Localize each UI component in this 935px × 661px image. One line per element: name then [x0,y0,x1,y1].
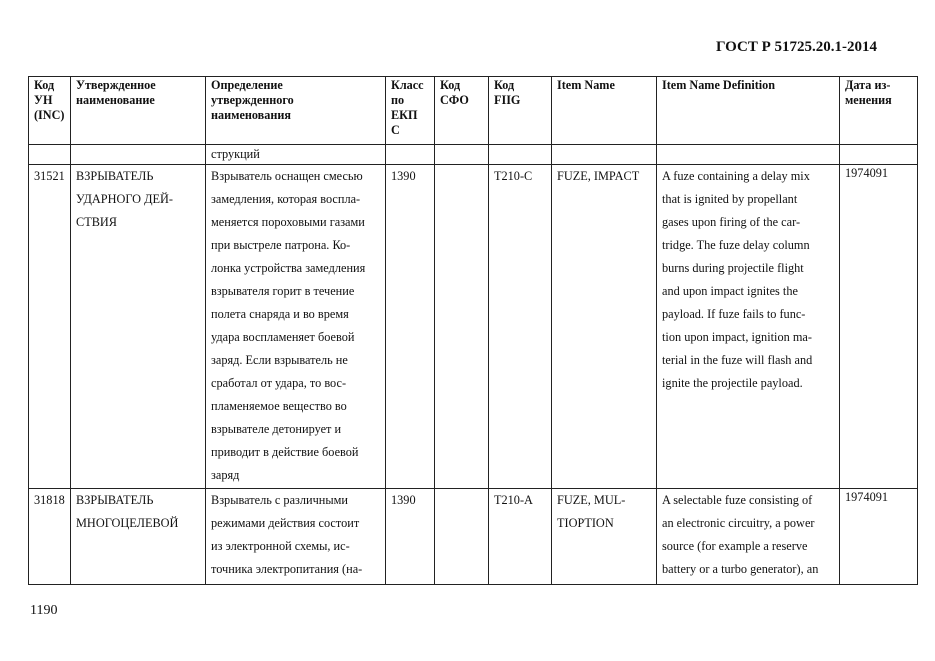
page-number: 1190 [30,603,58,618]
col-header-inc: Код УН (INC) [29,77,71,145]
class-code: 1390 [386,489,435,585]
approved-name: ВЗРЫВАТЕЛЬ МНОГОЦЕЛЕВОЙ [71,489,206,585]
continuation-definition: струкций [206,145,386,165]
sfo-code [435,165,489,489]
sfo-code [435,489,489,585]
table-row-continuation [29,145,918,165]
fiig-code: T210-C [489,165,552,489]
col-header-change-date: Дата из- менения [840,77,918,145]
inc-code: 31818 [29,489,71,585]
col-header-item-name: Item Name [552,77,657,145]
col-header-fiig: Код FIIG [489,77,552,145]
definition: Взрыватель с различными режимами действия состоит из электронной схемы, ис- точника электропитания (на- [206,489,386,585]
col-header-item-name-definition: Item Name Definition [657,77,840,145]
approved-name: ВЗРЫВАТЕЛЬ УДАРНОГО ДЕЙ- СТВИЯ [71,165,206,489]
fiig-code: T210-A [489,489,552,585]
item-name: FUZE, MUL- TIOPTION [552,489,657,585]
col-header-approved-name: Утвержденное наименование [71,77,206,145]
item-name-definition: A fuze containing a delay mix that is ignited by propellant gases upon firing of the car- tridge. The fuze delay column burns during projectile flight and upon impact ignites the payload. If fuze fails to func- tion upon impact, ignition ma- terial in the fuze will flash and ignite the projectile payload. [657,165,840,489]
table-row [29,489,918,585]
table-header-row [29,77,918,145]
col-header-class: Класс по ЕКП С [386,77,435,145]
class-code: 1390 [386,165,435,489]
change-date: 1974091 [840,489,918,585]
col-header-sfo: Код СФО [435,77,489,145]
inc-code: 31521 [29,165,71,489]
table-row [29,165,918,489]
nomenclature-table [28,76,918,585]
item-name: FUZE, IMPACT [552,165,657,489]
standard-number: ГОСТ Р 51725.20.1-2014 [716,39,878,55]
change-date: 1974091 [840,165,918,489]
col-header-definition: Определение утвержденного наименования [206,77,386,145]
definition: Взрыватель оснащен смесью замедления, которая воспла- меняется пороховыми газами при выстреле патрона. Ко- лонка устройства замедления взрывателя горит в течение полета снаряда и во время удара воспламеняет боевой заряд. Если взрыватель не сработал от удара, то вос- пламеняемое вещество во взрывателе детонирует и приводит в действие боевой заряд [206,165,386,489]
item-name-definition: A selectable fuze consisting of an electronic circuitry, a power source (for example a reserve battery or a turbo generator), an [657,489,840,585]
